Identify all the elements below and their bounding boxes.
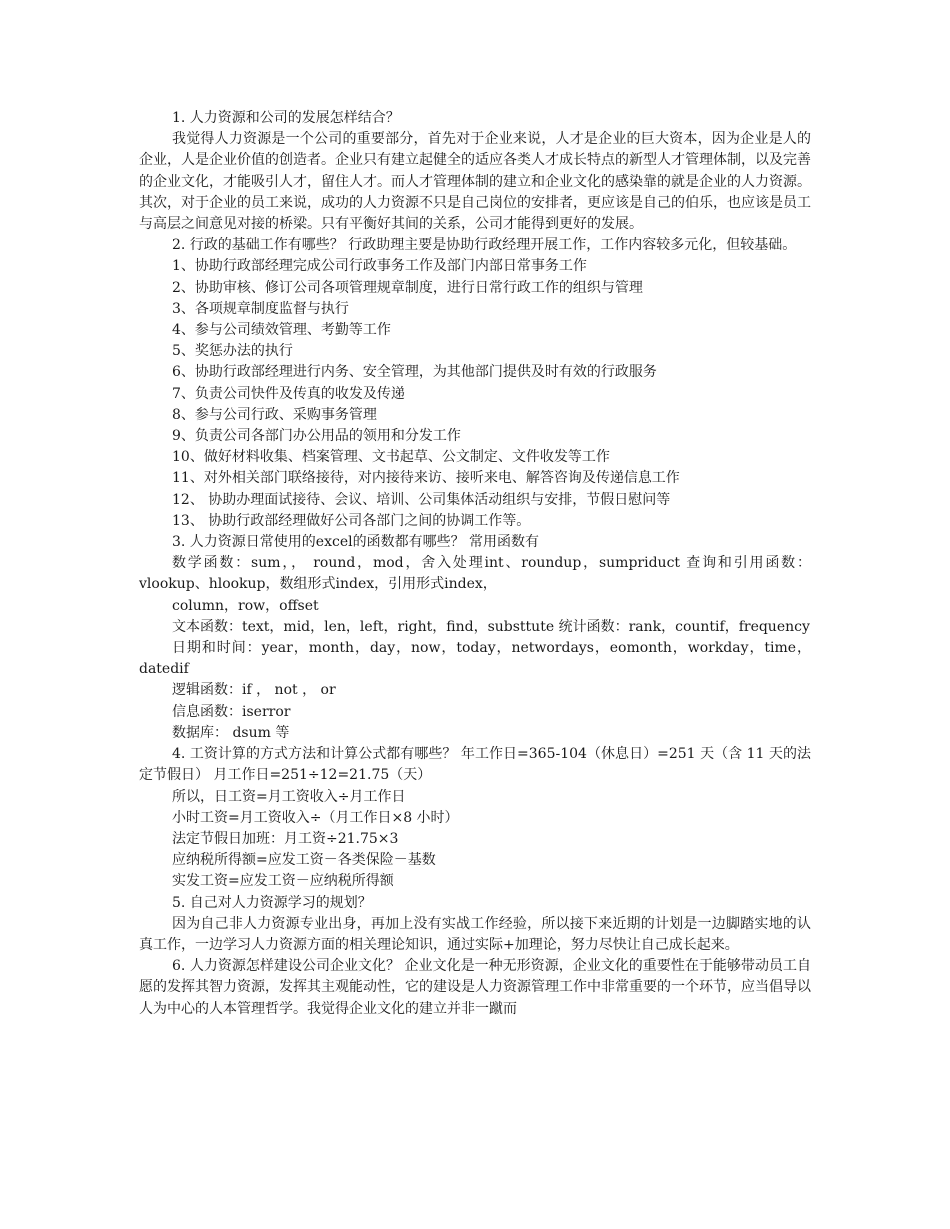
list-item: 1、协助行政部经理完成公司行政事务工作及部门内部日常事务工作 xyxy=(172,258,587,275)
question-6-heading: 6. 人力资源怎样建设公司企业文化？ 企业文化是一种无形资源，企业文化的重要性在于能够带动员工自愿的发挥其智力资源，发挥其主观能动性，它的建设是人力资源管理工作中非常重要的一个环节，应当倡导以人为中心的人本管理哲学。我觉得企业文化的建立并非一蹴而 xyxy=(139,958,811,1017)
list-item: 13、 协助行政部经理做好公司各部门之间的协调工作等。 xyxy=(172,512,531,529)
question-2-heading: 2. 行政的基础工作有哪些？ 行政助理主要是协助行政经理开展工作，工作内容较多元化，但较基础。 xyxy=(172,237,797,254)
question-5-answer: 因为自己非人力资源专业出身，再加上没有实战工作经验，所以接下来近期的计划是一边脚踏实地的认真工作，一边学习人力资源方面的相关理论知识，通过实际+加理论，努力尽快让自己成长起来。 xyxy=(139,915,811,953)
list-item: 7、负责公司快件及传真的收发及传递 xyxy=(172,385,405,402)
list-item: 3、各项规章制度监督与执行 xyxy=(172,300,349,317)
formula-line: 小时工资=月工资收入÷（月工作日×8 小时） xyxy=(172,809,459,826)
formula-line: 实发工资=应发工资－应纳税所得额 xyxy=(172,873,394,890)
logic-functions: 逻辑函数：if ， not ， or xyxy=(172,682,336,699)
info-functions: 信息函数：iserror xyxy=(172,703,291,720)
question-1-answer: 我觉得人力资源是一个公司的重要部分，首先对于企业来说，人才是企业的巨大资本，因为企业是人的企业，人是企业价值的创造者。企业只有建立起健全的适应各类人才成长特点的新型人才管理体制，以及完善的企业文化，才能吸引人才，留住人才。而人才管理体制的建立和企业文化的感染靠的就是企业的人力资源。其次，对于企业的员工来说，成功的人力资源不只是自己岗位的安排者，更应该是自己的伯乐，也应该是员工与高层之间意见对接的桥梁。只有平衡好其间的关系，公司才能得到更好的发展。 xyxy=(139,131,811,233)
date-functions: 日期和时间：year，month，day，now，today，networdays，eomonth，workday，time，datedif xyxy=(139,640,811,678)
question-1-heading: 1. 人力资源和公司的发展怎样结合？ xyxy=(172,110,400,126)
question-3-heading: 3. 人力资源日常使用的excel的函数都有哪些？ 常用函数有 xyxy=(172,534,540,551)
formula-line: 应纳税所得额=应发工资－各类保险－基数 xyxy=(172,852,436,869)
list-item: 8、参与公司行政、采购事务管理 xyxy=(172,406,377,423)
list-item: 11、对外相关部门联络接待，对内接待来访、接听来电、解答咨询及传递信息工作 xyxy=(172,470,680,487)
list-item: 2、协助审核、修订公司各项管理规章制度，进行日常行政工作的组织与管理 xyxy=(172,279,643,296)
formula-line: 法定节假日加班：月工资÷21.75×3 xyxy=(172,830,399,847)
question-4-heading: 4. 工资计算的方式方法和计算公式都有哪些？ 年工作日=365-104（休息日）=251 天（含 11 天的法定节假日） 月工作日=251÷12=21.75（天） xyxy=(139,746,811,784)
database-functions: 数据库： dsum 等 xyxy=(172,724,290,741)
list-item: 12、 协助办理面试接待、会议、培训、公司集体活动组织与安排，节假日慰问等 xyxy=(172,491,671,508)
list-item: 5、奖惩办法的执行 xyxy=(172,343,293,360)
math-functions: 数学函数：sum，， round，mod，舍入处理int、roundup，sumpriduct 查询和引用函数：vlookup、hlookup，数组形式index，引用形式index， xyxy=(139,555,811,593)
text-functions: 文本函数：text，mid，len，left，right，find，substtute 统计函数：rank，countif，frequency xyxy=(172,618,810,635)
list-item: 6、协助行政部经理进行内务、安全管理，为其他部门提供及时有效的行政服务 xyxy=(172,364,657,381)
list-item: 10、做好材料收集、档案管理、文书起草、公文制定、文件收发等工作 xyxy=(172,449,610,466)
question-5-heading: 5. 自己对人力资源学习的规划？ xyxy=(172,894,372,911)
document-page xyxy=(139,108,811,1020)
list-item: 4、参与公司绩效管理、考勤等工作 xyxy=(172,322,391,339)
reference-functions: column，row，offset xyxy=(172,597,319,614)
list-item: 9、负责公司各部门办公用品的领用和分发工作 xyxy=(172,428,461,445)
formula-line: 所以，日工资=月工资收入÷月工作日 xyxy=(172,788,406,805)
